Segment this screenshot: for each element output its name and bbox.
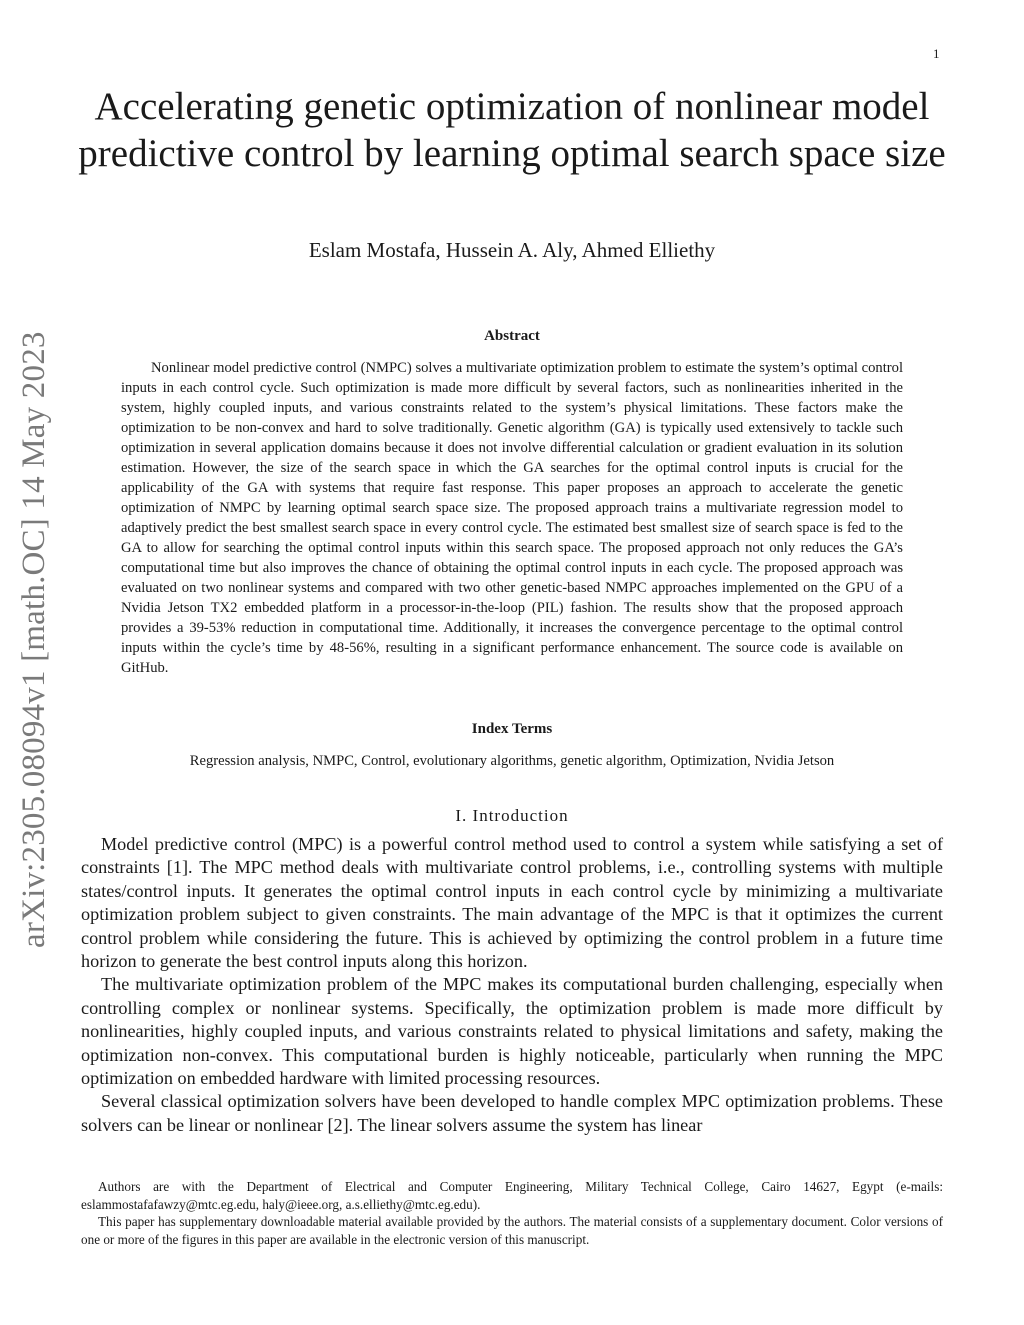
arxiv-identifier: arXiv:2305.08094v1 [math.OC] 14 May 2023 [16,331,52,948]
paper-title: Accelerating genetic optimization of nonlinear model predictive control by learning optimal search space size [78,85,946,175]
body-paragraph: Model predictive control (MPC) is a powerful control method used to control a system while satisfying a set of constraints [1]. The MPC method deals with multivariate control problems, i.e., controlling systems with multiple states/control inputs. It generates the optimal control inputs in each control cycle by minimizing a multivariate optimization problem subject to given constraints. The main advantage of the MPC is that it optimizes the current control problem while considering the future. This is achieved by optimizing the control problem in a future time horizon to generate the best control inputs along this horizon. [81,834,943,972]
abstract-text: Nonlinear model predictive control (NMPC) solves a multivariate optimization problem to estimate the system’s optimal control inputs in each control cycle. Such optimization is made more difficult by several factors, such as nonlinearities inherited in the system, highly coupled inputs, and various constraints related to the system’s physical limitations. These factors make the optimization to be non-convex and hard to solve traditionally. Genetic algorithm (GA) is typically used extensively to tackle such optimization in several application domains because it does not involve differential calculation or gradient evaluation in its solution estimation. However, the size of the search space in which the GA searches for the optimal control inputs is crucial for the applicability of the GA with systems that require fast response. This paper proposes an approach to accelerate the genetic optimization of NMPC by learning optimal search space size. The proposed approach trains a multivariate regression model to adaptively predict the best smallest search space in every control cycle. The estimated best smallest size of search space is fed to the GA to allow for searching the optimal control inputs within this search space. The proposed approach not only reduces the GA’s computational time but also improves the chance of obtaining the optimal control inputs in each cycle. The proposed approach was evaluated on two nonlinear systems and compared with two other genetic-based NMPC approaches implemented on the GPU of a Nvidia Jetson TX2 embedded platform in a processor-in-the-loop (PIL) fashion. The results show that the proposed approach provides a 39-53% reduction in computational time. Additionally, it increases the convergence percentage to the optimal control inputs within the cycle’s time by 48-56%, resulting in a significant performance enhancement. The source code is available on GitHub. [121,360,903,676]
page-number: 1 [933,46,940,61]
body-paragraph: Several classical optimization solvers have been developed to handle complex MPC optimization problems. These solvers can be linear or nonlinear [2]. The linear solvers assume the system has linear [81,1091,943,1135]
section-body [81,833,943,1137]
footnote-affiliation: Authors are with the Department of Electrical and Computer Engineering, Military Technical College, Cairo 14627, Egypt (e-mails: eslammostafafawzy@mtc.eg.edu, haly@ieee.org, a.s.elliethy@mtc.eg.edu). [81,1179,943,1212]
index-terms-text: Regression analysis, NMPC, Control, evolutionary algorithms, genetic algorithm, Optimization, Nvidia Jetson [189,753,835,769]
footnote-supplementary: This paper has supplementary downloadable material available provided by the authors. The material consists of a supplementary document. Color versions of one or more of the figures in this paper are available in the electronic version of this manuscript. [81,1214,943,1247]
abstract-heading: Abstract [484,328,540,344]
body-paragraph: The multivariate optimization problem of the MPC makes its computational burden challenging, especially when controlling complex or nonlinear systems. Specifically, the optimization problem is made more difficult by nonlinearities, highly coupled inputs, and various constraints related to physical limitations and safety, making the optimization non-convex. This computational burden is highly noticeable, particularly when running the MPC optimization on embedded hardware with limited processing resources. [81,974,943,1089]
footnotes [81,1178,943,1248]
section-heading-introduction: I. Introduction [455,806,569,825]
index-terms-heading: Index Terms [471,721,553,737]
author-list: Eslam Mostafa, Hussein A. Aly, Ahmed Elliethy [308,238,716,262]
